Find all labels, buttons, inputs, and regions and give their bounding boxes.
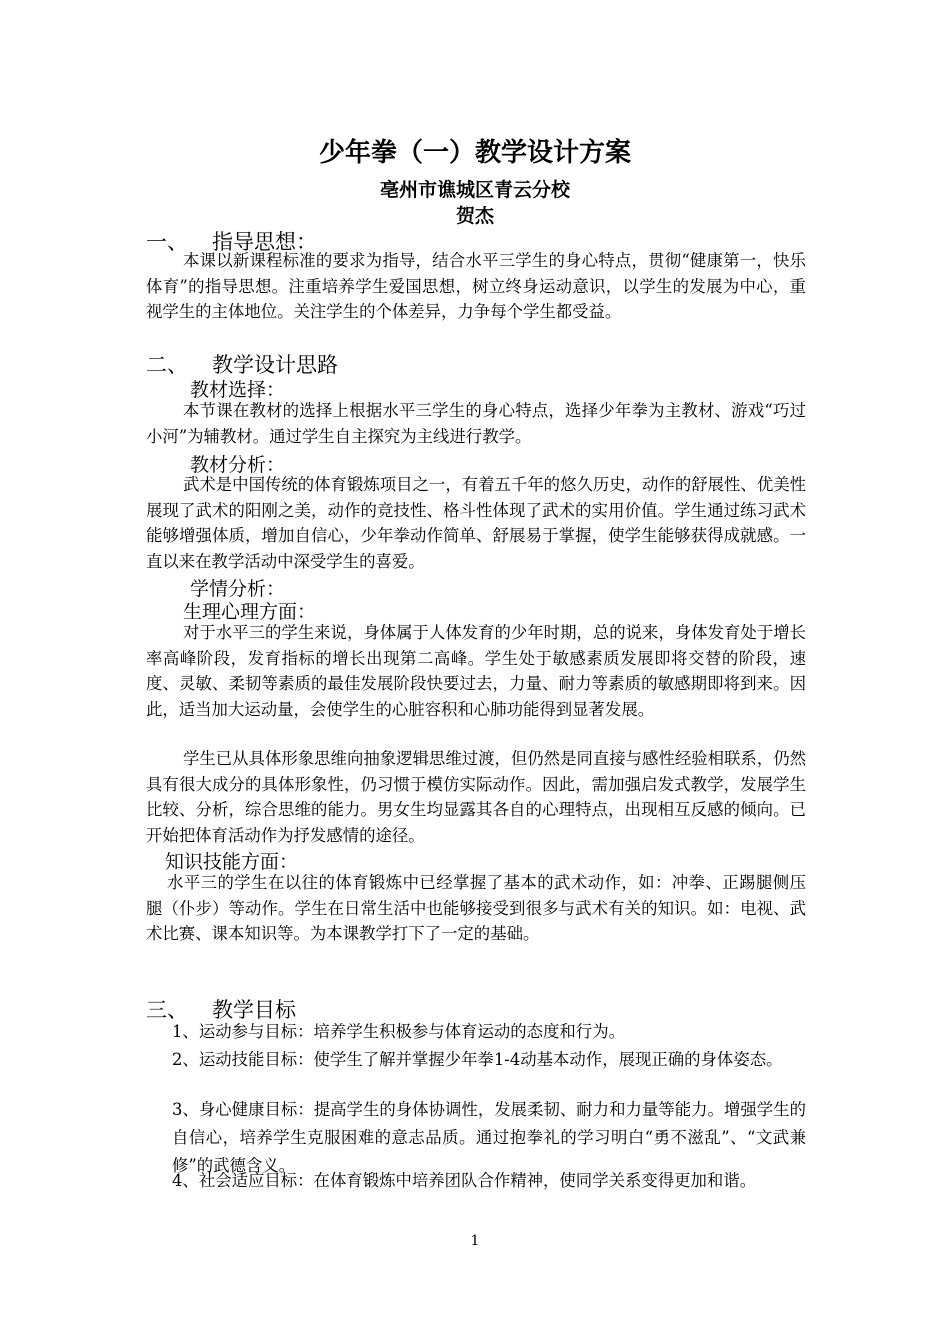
material-analysis-heading: 教材分析：	[190, 454, 286, 476]
section1-title: 指导思想：	[212, 230, 317, 254]
goal-item: 1、运动参与目标：培养学生积极参与体育运动的态度和行为。	[172, 1022, 625, 1041]
student-analysis-heading: 学情分析：	[190, 578, 286, 600]
section3-title: 教学目标	[212, 998, 296, 1022]
material-choice-paragraph: 本节课在教材的选择上根据水平三学生的身心特点，选择少年拳为主教材、游戏“巧过小河”为辅教材。通过学生自主探究为主线进行教学。	[146, 401, 806, 446]
section1-paragraph: 本课以新课程标准的要求为指导，结合水平三学生的身心特点，贯彻“健康第一，快乐体育”的指导思想。注重培养学生爱国思想，树立终身运动意识，以学生的发展为中心，重视学生的主体地位。关注学生的个体差异，力争每个学生都受益。	[146, 251, 806, 321]
author-name: 贺杰	[455, 205, 494, 227]
physio-paragraph-2: 学生已从具体形象思维向抽象逻辑思维过渡，但仍然是同直接与感性经验相联系，仍然具有很大成分的具体形象性，仍习惯于模仿实际动作。因此，需加强启发式教学，发展学生比较、分析，综合思维的能力。男女生均显露其各自的心理特点，出现相互反感的倾向。已开始把体育活动作为抒发感情的途径。	[146, 749, 806, 845]
section2-number: 二、	[146, 353, 188, 377]
school-name: 亳州市谯城区青云分校	[379, 179, 570, 201]
page-number: 1	[470, 1233, 480, 1249]
physio-paragraph-1: 对于水平三的学生来说，身体属于人体发育的少年时期，总的说来，身体发育处于增长率高峰阶段，发育指标的增长出现第二高峰。学生处于敏感素质发展即将交替的阶段，速度、灵敏、柔韧等素质的最佳发展阶段快要过去，力量、耐力等素质的敏感期即将到来。因此，适当加大运动量，会使学生的心脏容积和心肺功能得到显著发展。	[146, 623, 806, 719]
section3-number: 三、	[146, 998, 188, 1022]
material-choice-heading: 教材选择：	[190, 379, 286, 401]
material-analysis-paragraph: 武术是中国传统的体育锻炼项目之一，有着五千年的悠久历史，动作的舒展性、优美性展现了武术的阳刚之美，动作的竞技性、格斗性体现了武术的实用价值。学生通过练习武术能够增强体质，增加自信心，少年拳动作简单、舒展易于掌握，使学生能够获得成就感。一直以来在教学活动中深受学生的喜爱。	[146, 475, 806, 571]
section2-title: 教学设计思路	[212, 353, 338, 377]
goal-item: 3、身心健康目标：提高学生的身体协调性，发展柔韧、耐力和力量等能力。增强学生的自信心，培养学生克服困难的意志品质。通过抱拳礼的学习明白“勇不滋乱”、“文武兼修”的武德含义。	[172, 1100, 806, 1175]
goal-item: 2、运动技能目标：使学生了解并掌握少年拳1-4动基本动作，展现正确的身体姿态。	[172, 1050, 783, 1069]
goal-item: 4、社会适应目标：在体育锻炼中培养团队合作精神，使同学关系变得更加和谐。	[172, 1171, 757, 1190]
section1-number: 一、	[146, 230, 188, 254]
skill-heading: 知识技能方面：	[165, 851, 299, 873]
document-title: 少年拳（一）教学设计方案	[318, 138, 631, 168]
skill-paragraph: 水平三的学生在以往的体育锻炼中已经掌握了基本的武术动作，如：冲拳、正踢腿侧压腿（仆步）等动作。学生在日常生活中也能够接受到很多与武术有关的知识。如：电视、武术比赛、课本知识等。为本课教学打下了一定的基础。	[146, 873, 806, 943]
physio-heading: 生理心理方面：	[183, 601, 317, 623]
